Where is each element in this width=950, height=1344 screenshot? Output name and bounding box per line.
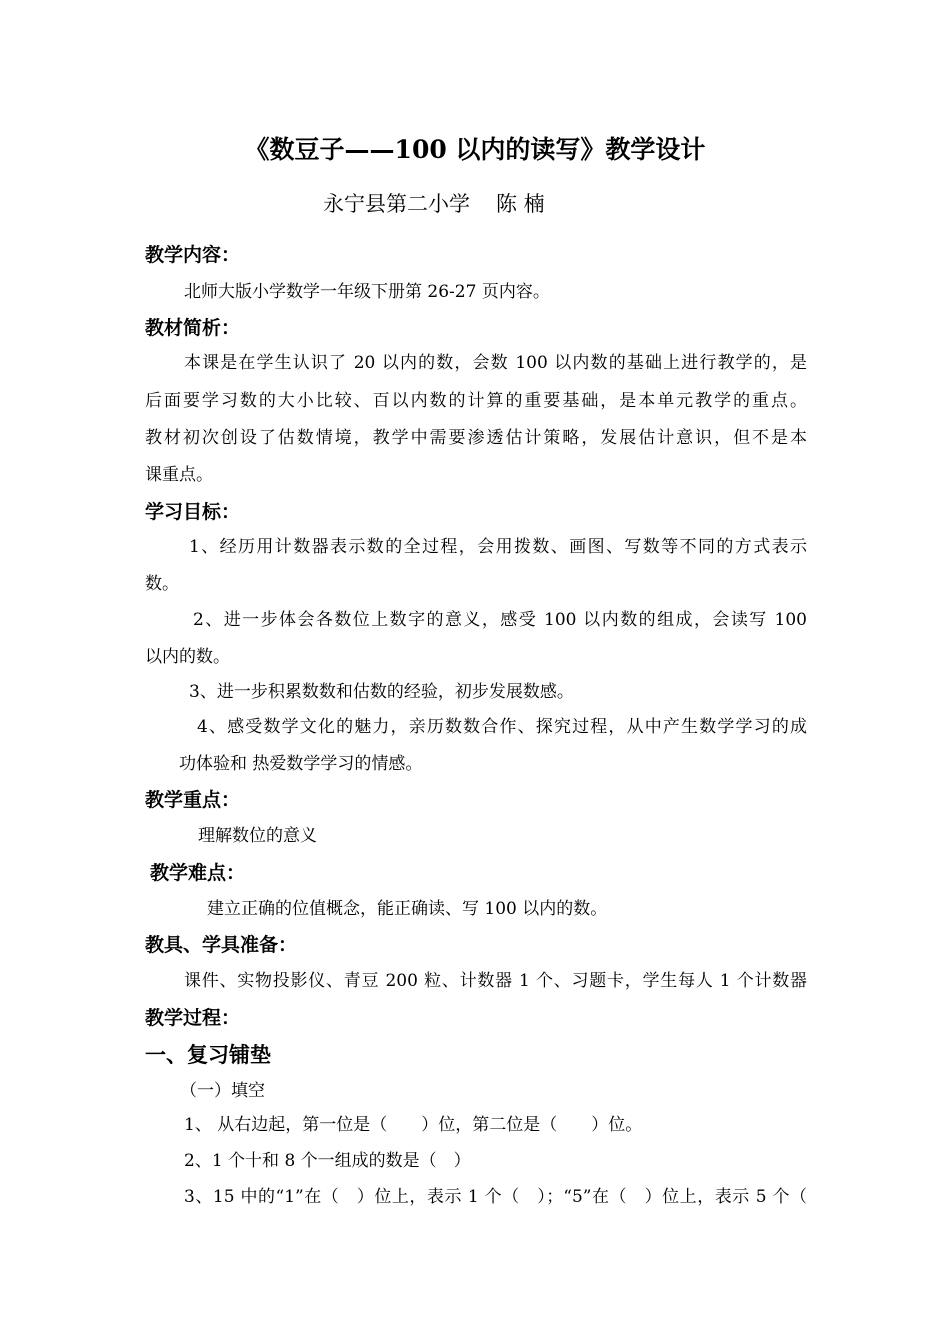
materials-line-1: 课件、实物投影仪、青豆 200 粒、计数器 1 个、习题卡，学生每人 1 个计数器 [184,971,807,991]
analysis-line-3: 教材初次创设了估数情境，教学中需要渗透估计策略，发展估计意识，但不是本 [145,428,807,448]
section-heading-difficulty: 教学难点： [150,862,246,884]
document-title: 《数豆子——100 以内的读写》教学设计 [244,135,706,164]
analysis-line-1: 本课是在学生认识了 20 以内的数，会数 100 以内数的基础上进行教学的，是 [184,353,807,373]
goals-line-1: 1、经历用计数器表示数的全过程，会用拨数、画图、写数等不同的方式表示 [189,537,807,557]
process-sub-heading: （一）填空 [180,1081,265,1101]
author-school: 永宁县第二小学 [323,192,470,216]
section-heading-goals: 学习目标： [145,501,241,523]
process-line-3: 3、15 中的“1”在（ ）位上，表示 1 个（ ）；“5”在（ ）位上，表示 5 个（ [184,1187,807,1207]
section-heading-process: 教学过程： [145,1007,241,1029]
process-line-2: 2、1 个十和 8 个一组成的数是（ ） [184,1151,471,1171]
section-heading-key-point: 教学重点： [145,789,241,811]
goals-line-4: 以内的数。 [145,647,230,667]
key-point-line-1: 理解数位的意义 [198,826,317,846]
process-part1-heading: 一、复习铺垫 [145,1043,271,1067]
difficulty-line-1: 建立正确的位值概念，能正确读、写 100 以内的数。 [207,899,608,919]
author-name: 陈 楠 [496,192,545,216]
author-line [323,190,545,218]
content-line-1: 北师大版小学数学一年级下册第 26-27 页内容。 [184,282,550,302]
goals-line-2: 数。 [145,574,179,594]
process-line-1: 1、 从右边起，第一位是（ ）位，第二位是（ ）位。 [184,1115,643,1135]
goals-line-6: 4、感受数学文化的魅力，亲历数数合作、探究过程，从中产生数学学习的成 [197,717,807,737]
goals-line-5: 3、进一步积累数数和估数的经验，初步发展数感。 [189,682,574,702]
section-heading-materials: 教具、学具准备： [145,934,298,956]
goals-line-3: 2、进一步体会各数位上数字的意义，感受 100 以内数的组成，会读写 100 [193,610,807,630]
section-heading-content: 教学内容： [145,244,241,266]
goals-line-7: 功体验和 热爱数学学习的情感。 [179,754,423,774]
analysis-line-2: 后面要学习数的大小比较、百以内数的计算的重要基础，是本单元教学的重点。 [145,391,807,411]
analysis-line-4: 课重点。 [145,465,213,485]
section-heading-analysis: 教材简析： [145,317,241,339]
